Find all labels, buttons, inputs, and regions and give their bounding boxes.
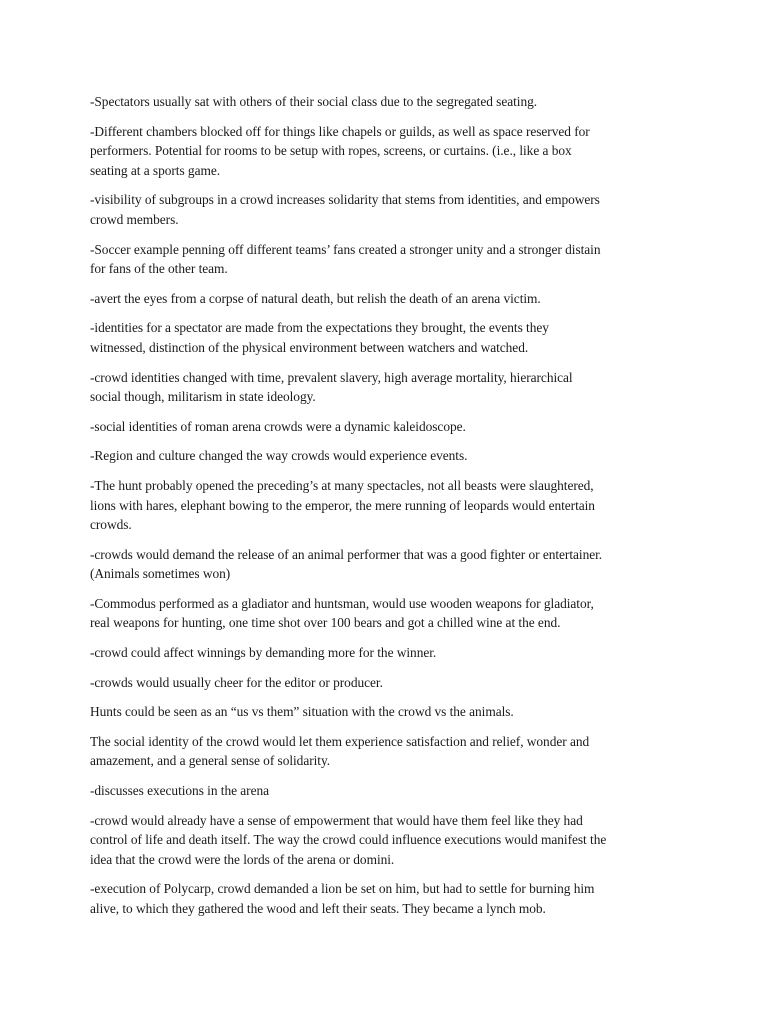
note-paragraph-1: -Spectators usually sat with others of their social class due to the segregated seating. — [90, 94, 538, 109]
note-paragraph-16: The social identity of the crowd would let them experience satisfaction and relief, wonder and amazement, and a general sense of solidarity. — [90, 733, 590, 769]
note-paragraph-12: -Commodus performed as a gladiator and huntsman, would use wooden weapons for gladiator, real weapons for hunting, one time shot over 100 bears and got a chilled wine at the end. — [90, 595, 594, 631]
note-paragraph-19: -execution of Polycarp, crowd demanded a lion be set on him, but had to settle for burning him alive, to which they gathered the wood and left their seats. They became a lynch mob. — [90, 881, 595, 916]
note-paragraph-7: -crowd identities changed with time, prevalent slavery, high average mortality, hierarchical social though, militarism in state ideology. — [90, 369, 573, 405]
note-paragraph-18: -crowd would already have a sense of empowerment that would have them feel like they had control of life and death itself. The way the crowd could influence executions would manifest the idea that the crowd were the lords of the arena or domini. — [90, 812, 607, 867]
note-paragraph-9: -Region and culture changed the way crowds would experience events. — [90, 448, 468, 464]
note-paragraph-10: -The hunt probably opened the preceding’s at many spectacles, not all beasts were slaughtered, lions with hares, elephant bowing to the emperor, the mere running of leopards would entertain crowds. — [90, 477, 595, 533]
note-paragraph-8: -social identities of roman arena crowds were a dynamic kaleidoscope. — [90, 418, 466, 434]
note-paragraph-6: -identities for a spectator are made from the expectations they brought, the events they witnessed, distinction of the physical environment between watchers and watched. — [90, 320, 549, 355]
note-paragraph-4: -Soccer example penning off different teams’ fans created a stronger unity and a stronger distain for fans of the other team. — [90, 241, 601, 277]
note-paragraph-13: -crowd could affect winnings by demanding more for the winner. — [90, 645, 437, 661]
note-paragraph-3: -visibility of subgroups in a crowd increases solidarity that stems from identities, and empowers crowd members. — [90, 192, 600, 227]
note-paragraph-15: Hunts could be seen as an “us vs them” situation with the crowd vs the animals. — [90, 704, 514, 720]
note-paragraph-14: -crowds would usually cheer for the editor or producer. — [90, 674, 383, 690]
note-paragraph-2: -Different chambers blocked off for things like chapels or guilds, as well as space reserved for performers. Potential for rooms to be setup with ropes, screens, or curtains. (i.e., like a box seating at a sports game. — [90, 123, 590, 178]
note-paragraph-17: -discusses executions in the arena — [90, 783, 270, 799]
note-paragraph-11: -crowds would demand the release of an animal performer that was a good fighter or entertainer. (Animals sometimes won) — [90, 546, 603, 582]
note-paragraph-5: -avert the eyes from a corpse of natural death, but relish the death of an arena victim. — [90, 290, 541, 306]
